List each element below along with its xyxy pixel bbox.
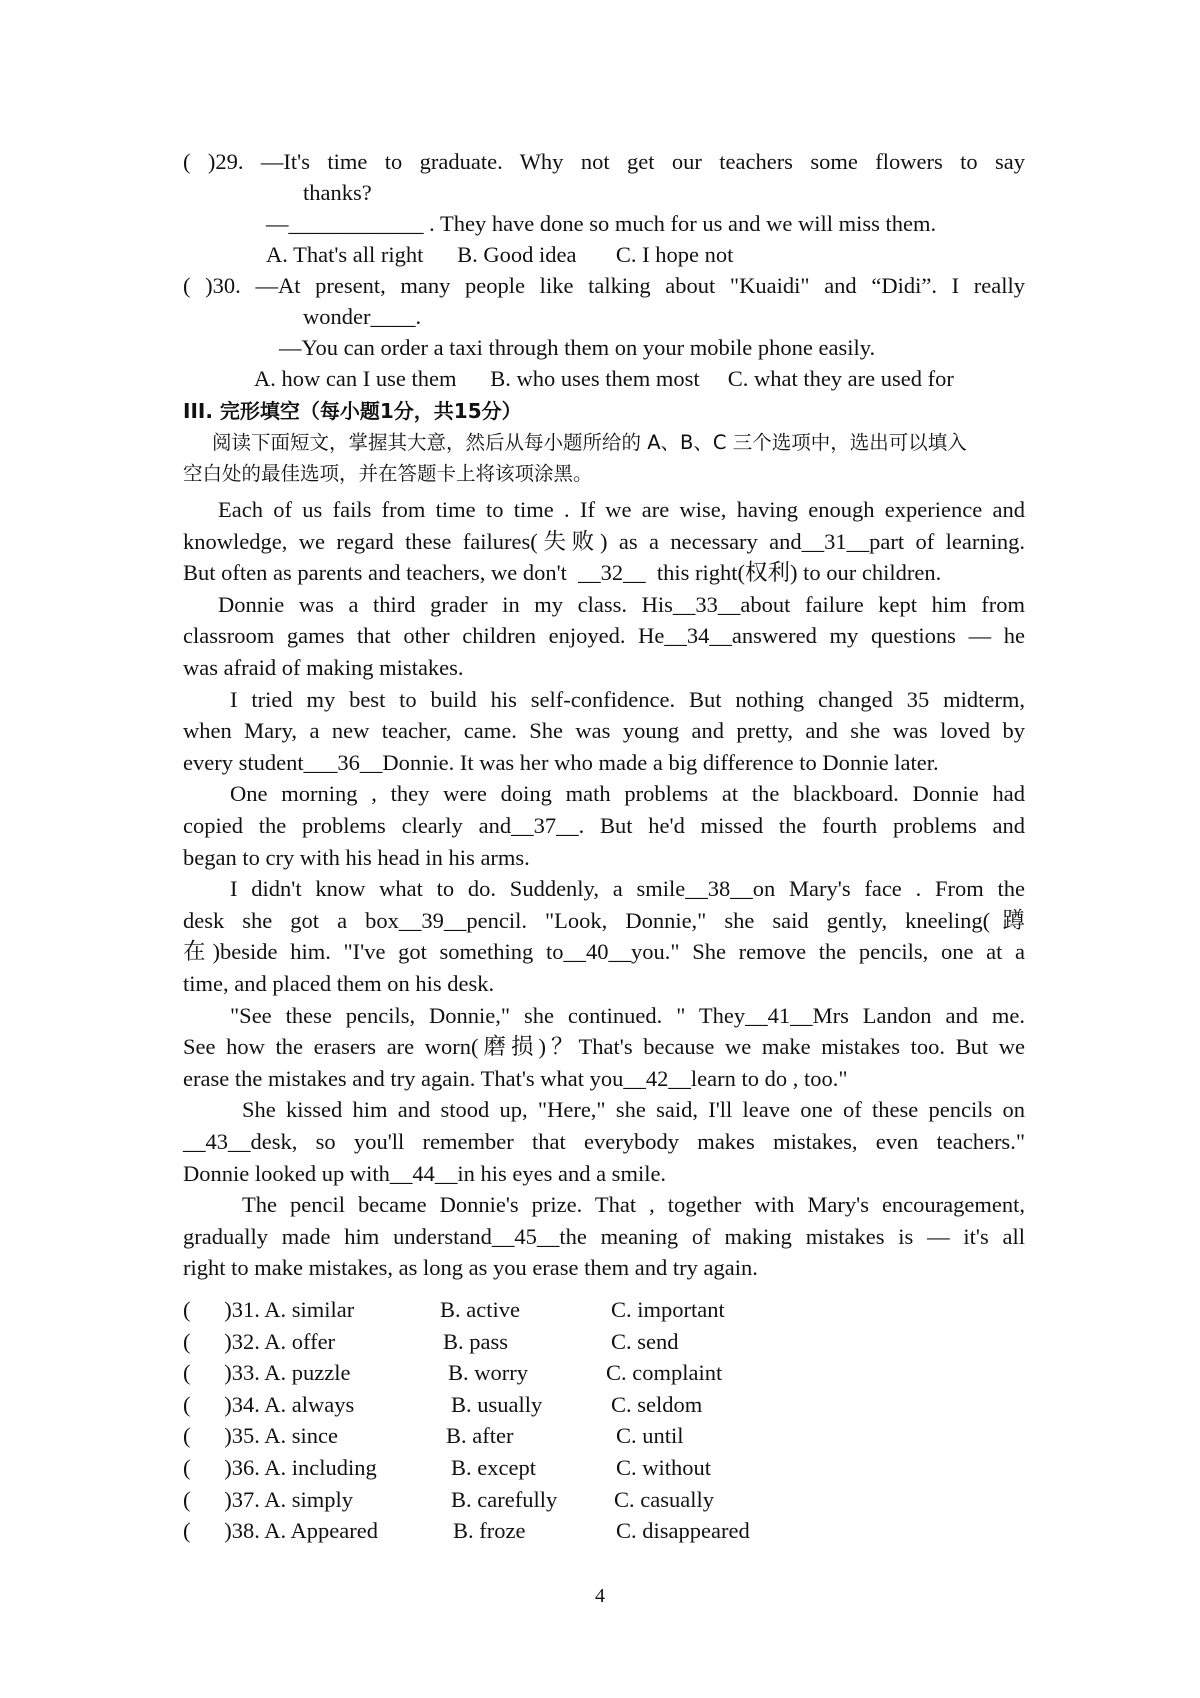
q29-options: A. That's all right B. Good idea C. I hope not (266, 242, 734, 267)
q30-stem: ( )30. —At present, many people like talking about "Kuaidi" and “Didi”. I really (183, 273, 1025, 298)
passage-line: right to make mistakes, as long as you erase them and try again. (183, 1255, 758, 1280)
passage-line: classroom games that other children enjoyed. He__34__answered my questions — he (183, 623, 1025, 648)
passage-line: See how the erasers are worn(磨损)？That's because we make mistakes too. But we (183, 1034, 1025, 1059)
passage-line: Each of us fails from time to time . If we are wise, having enough experience and (218, 497, 1025, 522)
passage-line: began to cry with his head in his arms. (183, 845, 530, 870)
page-number: 4 (595, 1585, 605, 1607)
choice-b: B. carefully (451, 1487, 558, 1512)
passage-line: copied the problems clearly and__37__. But he'd missed the fourth problems and (183, 813, 1025, 838)
passage-line: desk she got a box__39__pencil. "Look, Donnie," she said gently, kneeling(蹲 (183, 908, 1025, 933)
choice-b: B. froze (453, 1518, 526, 1543)
choice-b: B. after (446, 1423, 514, 1448)
choice-c: C. without (616, 1455, 712, 1480)
choice-c: C. complaint (606, 1360, 723, 1385)
choice-a: ( )36. A. including (183, 1455, 377, 1480)
section-instruction-1: 阅读下面短文，掌握其大意，然后从每小题所给的 A、B、C 三个选项中，选出可以填入 (212, 431, 967, 454)
passage-line: One morning , they were doing math problems at the blackboard. Donnie had (230, 781, 1025, 806)
passage-line: every student___36__Donnie. It was her who made a big difference to Donnie later. (183, 750, 939, 775)
choice-b: B. usually (451, 1392, 543, 1417)
choice-c: C. important (611, 1297, 725, 1322)
passage-line: I tried my best to build his self-confidence. But nothing changed 35 midterm, (230, 687, 1025, 712)
passage-line: was afraid of making mistakes. (183, 655, 464, 680)
passage-line: gradually made him understand__45__the meaning of making mistakes is — it's all (183, 1224, 1025, 1249)
passage-line: "See these pencils, Donnie," she continued. " They__41__Mrs Landon and me. (230, 1003, 1025, 1028)
choice-c: C. seldom (611, 1392, 703, 1417)
passage-line: Donnie looked up with__44__in his eyes and a smile. (183, 1161, 667, 1186)
passage-line: 在)beside him. "I've got something to__40__you." She remove the pencils, one at a (183, 939, 1025, 964)
choice-b: B. pass (443, 1329, 509, 1354)
q30-reply: —You can order a taxi through them on your mobile phone easily. (279, 335, 876, 360)
q29-stem: ( )29. —It's time to graduate. Why not get our teachers some flowers to say (183, 149, 1025, 174)
passage-line: The pencil became Donnie's prize. That , together with Mary's encouragement, (242, 1192, 1025, 1217)
choice-a: ( )32. A. offer (183, 1329, 336, 1354)
choice-b: B. active (440, 1297, 520, 1322)
passage-line: __43__desk, so you'll remember that everybody makes mistakes, even teachers." (183, 1129, 1025, 1154)
choice-b: B. worry (448, 1360, 528, 1385)
q29-reply: —____________ . They have done so much for us and we will miss them. (266, 211, 937, 236)
section-heading: III. 完形填空（每小题1分，共15分） (183, 399, 522, 423)
choice-a: ( )37. A. simply (183, 1487, 354, 1512)
q30-stem-cont: wonder____. (303, 304, 422, 329)
passage-line: time, and placed them on his desk. (183, 971, 495, 996)
passage-line: knowledge, we regard these failures(失败) as a necessary and__31__part of learning. (183, 529, 1025, 554)
passage-line: I didn't know what to do. Suddenly, a smile__38__on Mary's face . From the (230, 876, 1025, 901)
passage-line: Donnie was a third grader in my class. His__33__about failure kept him from (218, 592, 1025, 617)
q29-stem-cont: thanks? (303, 180, 372, 205)
choice-c: C. casually (614, 1487, 714, 1512)
section-instruction-2: 空白处的最佳选项，并在答题卡上将该项涂黑。 (183, 462, 593, 485)
choice-a: ( )35. A. since (183, 1423, 338, 1448)
passage-line: when Mary, a new teacher, came. She was young and pretty, and she was loved by (183, 718, 1025, 743)
choice-c: C. send (611, 1329, 679, 1354)
passage-line: She kissed him and stood up, "Here," she said, I'll leave one of these pencils on (242, 1097, 1025, 1122)
choice-a: ( )31. A. similar (183, 1297, 355, 1322)
choice-a: ( )33. A. puzzle (183, 1360, 351, 1385)
passage-line: But often as parents and teachers, we don't __32__ this right(权利) to our children. (183, 560, 942, 585)
choice-a: ( )38. A. Appeared (183, 1518, 378, 1543)
choice-c: C. until (616, 1423, 684, 1448)
passage-line: erase the mistakes and try again. That's what you__42__learn to do , too." (183, 1066, 848, 1091)
q30-options: A. how can I use them B. who uses them most C. what they are used for (254, 366, 954, 391)
choice-a: ( )34. A. always (183, 1392, 355, 1417)
choice-c: C. disappeared (616, 1518, 750, 1543)
choice-b: B. except (451, 1455, 536, 1480)
